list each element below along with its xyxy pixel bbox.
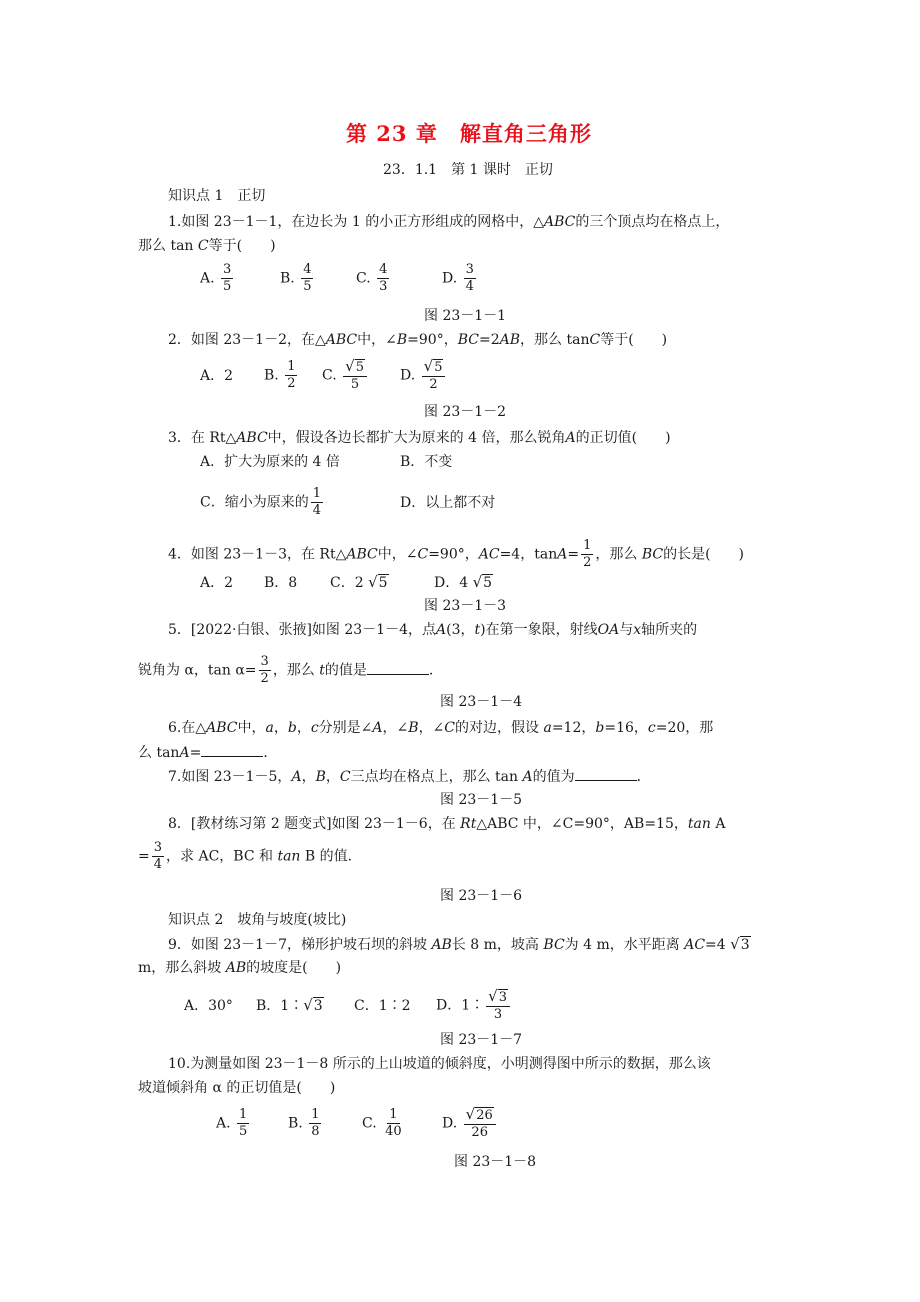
fraction: $\frac{3}{4}$	[153, 840, 163, 872]
option-a: A. $\frac{1}{5}$	[216, 1107, 248, 1139]
fraction: $\frac{1}{2}$	[583, 538, 592, 570]
option-a: A．2	[200, 367, 234, 384]
question-6-line-2: 么 tanA= ．	[138, 742, 277, 763]
option-c: C. $\frac{1}{40}$	[362, 1107, 402, 1139]
question-7-line-1: 7.如图 23－1－5，A，B，C三点均在格点上，那么 tan A的值为 ．	[168, 766, 651, 787]
question-10-line-1: 10.为测量如图 23－1－8 所示的上山坡道的倾斜度，小明测得图中所示的数据，那么该	[168, 1056, 711, 1072]
question-9-line-2: m，那么斜坡 AB的坡度是( )	[138, 960, 342, 976]
answer-blank[interactable]	[201, 742, 263, 757]
section-subtitle: 23．1.1 第 1 课时 正切	[383, 162, 553, 178]
question-9-line-1: 9．如图 23－1－7，梯形护坡石坝的斜坡 AB长 8 m，坡高 BC为 4 m，水平距离 AC=4 √3	[168, 935, 750, 953]
question-5-line-2: 锐角为 α，tan α= $\frac{3}{2}$ ，那么 t的值是 ．	[138, 654, 443, 686]
fraction: $\frac{3}{4}$	[465, 262, 474, 294]
fraction: $\frac{1}{8}$	[311, 1107, 320, 1139]
fraction: $\frac{4}{5}$	[303, 262, 312, 294]
question-5-line-1: 5．[2022·白银、张掖]如图 23－1－4，点A(3，t)在第一象限，射线OA与x轴所夹的	[168, 622, 698, 638]
fraction: $\frac{√5}{2}$	[422, 358, 446, 393]
sqrt: √5	[472, 573, 493, 591]
question-4-line-1: 4．如图 23－1－3，在 Rt△ABC中，∠C=90°，AC=4，tanA= $\frac{1}{2}$ ，那么 BC的长是( )	[168, 538, 745, 570]
question-2-line-1: 2．如图 23－1－2，在△ABC中，∠B=90°，BC=2AB，那么 tanC等于( )	[168, 332, 668, 348]
question-3-options-cd	[200, 486, 495, 519]
option-d: D. $\frac{3}{4}$	[442, 262, 474, 294]
question-8-line-2: = $\frac{3}{4}$ ，求 AC，BC 和 tan B 的值.	[138, 840, 353, 872]
question-3-line-1: 3．在 Rt△ABC中，假设各边长都扩大为原来的 4 倍，那么锐角A的正切值( )	[168, 430, 671, 446]
figure-caption-1: 图 23－1－1	[424, 308, 507, 324]
fraction: $\frac{1}{2}$	[287, 359, 296, 391]
sqrt: √3	[488, 987, 507, 1005]
fraction: $\frac{√5}{5}$	[343, 358, 367, 393]
figure-caption-8: 图 23－1－8	[454, 1154, 537, 1170]
option-d: D. $\frac{√26}{26}$	[442, 1106, 498, 1141]
fraction: $\frac{√26}{26}$	[464, 1106, 496, 1141]
question-1-line-2: 那么 tan C等于( )	[138, 238, 276, 254]
knowledge-point-2: 知识点 2 坡角与坡度(坡比)	[168, 912, 347, 928]
sqrt: √26	[465, 1105, 493, 1123]
question-10-options	[216, 1106, 498, 1141]
question-2-options	[200, 358, 447, 393]
option-c: C．缩小为原来的 $\frac{1}{4}$	[200, 486, 321, 518]
option-d: D．以上都不对	[400, 494, 496, 511]
option-c: C．2 √5	[330, 573, 388, 591]
sqrt: √5	[345, 357, 364, 375]
option-a: A．扩大为原来的 4 倍	[200, 454, 340, 470]
question-9-options	[184, 988, 512, 1023]
question-10-line-2: 坡道倾斜角 α 的正切值是( )	[138, 1080, 336, 1096]
fraction: $\frac{√3}{3}$	[486, 988, 510, 1023]
question-3-options-ab	[200, 452, 452, 472]
figure-caption-4: 图 23－1－4	[440, 694, 523, 710]
sqrt: √5	[423, 357, 443, 375]
option-a: A. $\frac{3}{5}$	[200, 262, 232, 294]
question-8-line-1: 8．[教材练习第 2 题变式]如图 23－1－6，在 Rt△ABC 中，∠C=90°，AB=15，tan A	[168, 816, 726, 832]
option-b: B．1∶√3	[256, 995, 323, 1014]
option-a: A．30°	[184, 997, 233, 1014]
figure-caption-3: 图 23－1－3	[424, 598, 507, 614]
option-d: D. $\frac{√5}{2}$	[400, 358, 447, 393]
answer-blank[interactable]	[575, 766, 637, 781]
question-1-line-1: 1.如图 23－1－1，在边长为 1 的小正方形组成的网格中，△ABC的三个顶点均在格点上，	[168, 214, 730, 230]
sqrt: √3	[303, 995, 323, 1014]
figure-caption-2: 图 23－1－2	[424, 404, 507, 420]
figure-caption-6: 图 23－1－6	[440, 888, 523, 904]
figure-caption-7: 图 23－1－7	[440, 1032, 523, 1048]
option-c: C. $\frac{4}{3}$	[356, 262, 388, 294]
fraction: $\frac{1}{4}$	[312, 486, 321, 518]
option-b: B. $\frac{1}{2}$	[264, 359, 296, 391]
fraction: $\frac{3}{5}$	[223, 262, 232, 294]
option-d: D．4 √5	[434, 573, 493, 591]
option-c: C．1∶2	[354, 997, 411, 1014]
question-4-options	[200, 572, 493, 593]
option-b: B．8	[264, 575, 298, 591]
option-a: A．2	[200, 575, 234, 591]
answer-blank[interactable]	[367, 660, 429, 675]
option-b: B．不变	[400, 454, 453, 470]
option-b: B. $\frac{1}{8}$	[288, 1107, 320, 1139]
fraction: $\frac{3}{2}$	[260, 654, 269, 686]
fraction: $\frac{1}{5}$	[239, 1107, 248, 1139]
sqrt: √5	[368, 573, 388, 591]
fraction: $\frac{1}{40}$	[385, 1107, 402, 1139]
question-1-options	[200, 262, 478, 295]
fraction: $\frac{4}{3}$	[379, 262, 388, 294]
figure-caption-5: 图 23－1－5	[440, 792, 523, 808]
option-d: D．1∶ $\frac{√3}{3}$	[436, 988, 512, 1023]
page-title: 第 23 章 解直角三角形	[346, 121, 592, 146]
option-b: B. $\frac{4}{5}$	[280, 262, 312, 294]
knowledge-point-1: 知识点 1 正切	[168, 188, 266, 204]
question-6-line-1: 6.在△ABC中，a，b，c分别是∠A，∠B，∠C的对边，假设 a=12，b=16，c=20，那	[168, 720, 714, 736]
option-c: C. $\frac{√5}{5}$	[322, 358, 400, 393]
sqrt: √3	[730, 935, 750, 953]
